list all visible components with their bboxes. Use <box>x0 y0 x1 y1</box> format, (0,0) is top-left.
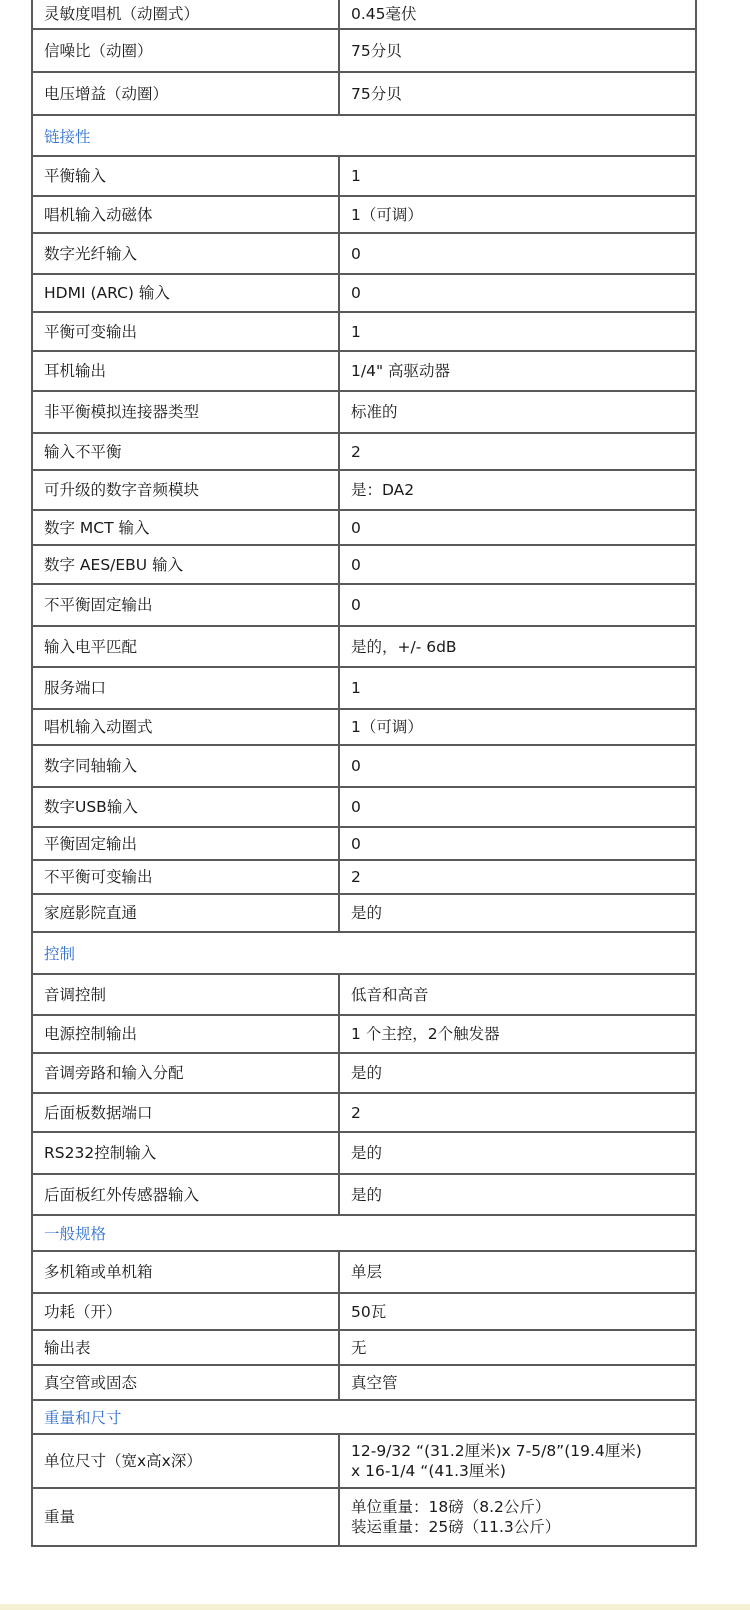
spec-row <box>31 1252 697 1294</box>
spec-label: 非平衡模拟连接器类型 <box>33 392 340 432</box>
spec-row <box>31 234 697 275</box>
spec-label: 灵敏度唱机（动圈式） <box>33 0 340 28</box>
spec-value: 0 <box>351 284 361 302</box>
spec-row <box>31 546 697 585</box>
spec-label: 真空管或固态 <box>33 1366 340 1399</box>
spec-value: 2 <box>351 1103 361 1122</box>
spec-label: 平衡固定输出 <box>33 828 340 859</box>
spec-value: 1 <box>351 679 361 697</box>
spec-value: 单位重量：18磅（8.2公斤） 装运重量：25磅（11.3公斤） <box>351 1498 561 1536</box>
spec-row <box>31 1016 697 1054</box>
spec-row <box>31 1175 697 1216</box>
spec-row <box>31 746 697 788</box>
spec-row <box>31 788 697 828</box>
spec-value: 是的 <box>351 904 383 922</box>
spec-label: 平衡输入 <box>33 157 340 195</box>
section-header <box>31 933 697 975</box>
spec-value: 标准的 <box>351 403 398 421</box>
spec-row <box>31 30 697 73</box>
spec-row <box>31 313 697 352</box>
spec-value: 是的，+/- 6dB <box>351 637 457 656</box>
spec-label: 数字USB输入 <box>33 788 340 826</box>
spec-label: 后面板红外传感器输入 <box>33 1175 340 1214</box>
spec-row <box>31 275 697 313</box>
spec-row <box>31 73 697 116</box>
spec-label: 功耗（开） <box>33 1294 340 1329</box>
spec-value: 是：DA2 <box>351 481 415 499</box>
spec-label: 电源控制输出 <box>33 1016 340 1052</box>
section-title: 一般规格 <box>44 1225 107 1243</box>
spec-label: 唱机输入动磁体 <box>33 197 340 232</box>
spec-value: 1 <box>351 167 361 185</box>
spec-row <box>31 1094 697 1133</box>
spec-value: 是的 <box>351 1144 383 1162</box>
spec-label: 耳机输出 <box>33 352 340 390</box>
spec-row <box>31 975 697 1016</box>
spec-label: 数字 MCT 输入 <box>33 511 340 544</box>
spec-label: 输入不平衡 <box>33 434 340 469</box>
spec-value: 1（可调） <box>351 205 423 224</box>
spec-value: 0 <box>351 798 361 816</box>
spec-value: 50瓦 <box>351 1302 387 1321</box>
spec-label: 数字 AES/EBU 输入 <box>33 546 340 583</box>
spec-label: 数字同轴输入 <box>33 746 340 786</box>
spec-value: 2 <box>351 442 361 461</box>
spec-value: 75分贝 <box>351 41 402 60</box>
spec-row <box>31 1331 697 1366</box>
spec-row <box>31 352 697 392</box>
spec-row <box>31 392 697 434</box>
spec-value: 0 <box>351 757 361 775</box>
spec-label: 音调控制 <box>33 975 340 1014</box>
spec-value: 75分贝 <box>351 84 402 103</box>
section-header <box>31 1401 697 1435</box>
spec-label: 信噪比（动圈） <box>33 30 340 71</box>
spec-row <box>31 1366 697 1401</box>
spec-row <box>31 828 697 861</box>
spec-value: 0 <box>351 244 361 263</box>
spec-label: 音调旁路和输入分配 <box>33 1054 340 1092</box>
spec-label: 可升级的数字音频模块 <box>33 471 340 509</box>
spec-value: 0 <box>351 518 361 537</box>
spec-label: 服务端口 <box>33 668 340 708</box>
spec-label: RS232控制输入 <box>33 1133 340 1173</box>
spec-value: 0 <box>351 555 361 574</box>
spec-value: 12-9/32 “(31.2厘米)x 7-5/8”(19.4厘米) x 16-1/4 “(41.3厘米) <box>351 1442 642 1480</box>
section-title: 链接性 <box>44 127 91 146</box>
spec-label: 不平衡可变输出 <box>33 861 340 893</box>
section-header <box>31 1216 697 1252</box>
spec-row <box>31 1489 697 1547</box>
spec-row <box>31 511 697 546</box>
spec-value: 无 <box>351 1338 367 1357</box>
spec-row <box>31 627 697 668</box>
spec-label: HDMI (ARC) 输入 <box>33 275 340 311</box>
spec-row <box>31 710 697 746</box>
spec-value: 1（可调） <box>351 718 423 736</box>
spec-row <box>31 585 697 627</box>
spec-value: 0.45毫伏 <box>351 5 417 23</box>
spec-row <box>31 434 697 471</box>
spec-row <box>31 0 697 30</box>
spec-value: 1/4" 高驱动器 <box>351 362 451 380</box>
spec-value: 真空管 <box>351 1373 398 1392</box>
spec-row <box>31 1435 697 1489</box>
spec-label: 不平衡固定输出 <box>33 585 340 625</box>
spec-label: 重量 <box>33 1489 340 1545</box>
spec-table <box>31 0 697 1547</box>
spec-row <box>31 895 697 933</box>
spec-value: 单层 <box>351 1263 383 1281</box>
spec-value: 是的 <box>351 1185 383 1204</box>
spec-row <box>31 1133 697 1175</box>
section-title: 重量和尺寸 <box>44 1409 122 1427</box>
spec-value: 低音和高音 <box>351 985 429 1004</box>
spec-value: 2 <box>351 868 361 886</box>
spec-label: 家庭影院直通 <box>33 895 340 931</box>
spec-label: 数字光纤输入 <box>33 234 340 273</box>
spec-value: 1 个主控，2个触发器 <box>351 1025 500 1043</box>
section-header <box>31 116 697 157</box>
spec-row <box>31 861 697 895</box>
spec-label: 单位尺寸（宽x高x深） <box>33 1435 340 1487</box>
spec-row <box>31 471 697 511</box>
spec-label: 多机箱或单机箱 <box>33 1252 340 1292</box>
spec-value: 0 <box>351 596 361 614</box>
spec-row <box>31 157 697 197</box>
spec-value: 是的 <box>351 1064 383 1082</box>
spec-label: 后面板数据端口 <box>33 1094 340 1131</box>
spec-row <box>31 197 697 234</box>
spec-value: 1 <box>351 322 361 341</box>
spec-value: 0 <box>351 834 361 853</box>
spec-row <box>31 1294 697 1331</box>
spec-label: 平衡可变输出 <box>33 313 340 350</box>
bottom-strip <box>0 1604 750 1610</box>
section-title: 控制 <box>44 945 76 963</box>
spec-label: 唱机输入动圈式 <box>33 710 340 744</box>
spec-row <box>31 668 697 710</box>
spec-row <box>31 1054 697 1094</box>
spec-label: 输出表 <box>33 1331 340 1364</box>
spec-label: 电压增益（动圈） <box>33 73 340 114</box>
spec-label: 输入电平匹配 <box>33 627 340 666</box>
